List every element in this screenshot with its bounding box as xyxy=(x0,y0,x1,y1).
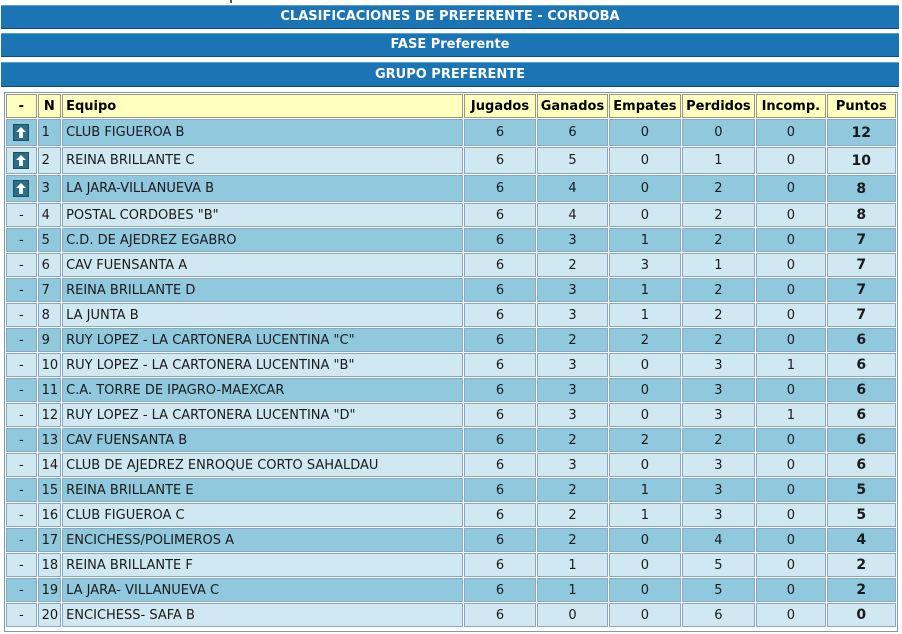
position-cell: 13 xyxy=(38,428,61,452)
table-row xyxy=(6,553,896,577)
lost-cell: 4 xyxy=(682,528,756,552)
team-name-cell: CAV FUENSANTA B xyxy=(62,428,463,452)
incomplete-cell: 0 xyxy=(756,453,825,477)
played-cell: 6 xyxy=(464,119,535,146)
team-name-cell: POSTAL CORDOBES "B" xyxy=(62,203,463,227)
won-cell: 2 xyxy=(537,428,608,452)
incomplete-cell: 0 xyxy=(756,553,825,577)
points-cell: 8 xyxy=(827,203,896,227)
table-row xyxy=(6,578,896,602)
up-arrow-icon xyxy=(13,152,29,169)
phase-title: FASE Preferente xyxy=(1,33,899,57)
won-cell: 4 xyxy=(537,203,608,227)
col-header-n: N xyxy=(38,94,61,118)
won-cell: 3 xyxy=(537,378,608,402)
mark-cell: - xyxy=(6,328,37,352)
points-cell: 5 xyxy=(827,503,896,527)
position-cell: 14 xyxy=(38,453,61,477)
won-cell: 3 xyxy=(537,353,608,377)
played-cell: 6 xyxy=(464,303,535,327)
won-cell: 1 xyxy=(537,578,608,602)
mark-cell xyxy=(6,119,37,146)
incomplete-cell: 0 xyxy=(756,278,825,302)
page-title: CLASIFICACIONES DE PREFERENTE - CORDOBA xyxy=(1,5,899,29)
won-cell: 2 xyxy=(537,328,608,352)
mark-cell: - xyxy=(6,553,37,577)
position-cell: 20 xyxy=(38,603,61,627)
played-cell: 6 xyxy=(464,228,535,252)
team-name-cell: ENCICHESS/POLIMEROS A xyxy=(62,528,463,552)
points-cell: 12 xyxy=(827,119,896,146)
col-header-team: Equipo xyxy=(62,94,463,118)
incomplete-cell: 0 xyxy=(756,228,825,252)
won-cell: 0 xyxy=(537,603,608,627)
incomplete-cell: 0 xyxy=(756,378,825,402)
played-cell: 6 xyxy=(464,203,535,227)
table-row xyxy=(6,303,896,327)
table-row xyxy=(6,119,896,146)
position-cell: 5 xyxy=(38,228,61,252)
standings-table xyxy=(5,93,897,628)
table-row xyxy=(6,228,896,252)
team-name-cell: LA JARA- VILLANUEVA C xyxy=(62,578,463,602)
position-cell: 17 xyxy=(38,528,61,552)
won-cell: 2 xyxy=(537,478,608,502)
drawn-cell: 0 xyxy=(609,553,680,577)
lost-cell: 2 xyxy=(682,278,756,302)
incomplete-cell: 0 xyxy=(756,603,825,627)
points-cell: 7 xyxy=(827,253,896,277)
played-cell: 6 xyxy=(464,503,535,527)
points-cell: 6 xyxy=(827,328,896,352)
lost-cell: 1 xyxy=(682,147,756,174)
incomplete-cell: 0 xyxy=(756,328,825,352)
played-cell: 6 xyxy=(464,528,535,552)
lost-cell: 2 xyxy=(682,428,756,452)
team-name-cell: C.A. TORRE DE IPAGRO-MAEXCAR xyxy=(62,378,463,402)
incomplete-cell: 1 xyxy=(756,403,825,427)
position-cell: 9 xyxy=(38,328,61,352)
drawn-cell: 1 xyxy=(609,503,680,527)
incomplete-cell: 0 xyxy=(756,175,825,202)
played-cell: 6 xyxy=(464,253,535,277)
incomplete-cell: 0 xyxy=(756,147,825,174)
position-cell: 16 xyxy=(38,503,61,527)
table-row xyxy=(6,603,896,627)
standings-table-container xyxy=(4,92,898,632)
drawn-cell: 0 xyxy=(609,603,680,627)
mark-cell: - xyxy=(6,453,37,477)
team-name-cell: LA JUNTA B xyxy=(62,303,463,327)
col-header-played: Jugados xyxy=(464,94,535,118)
position-cell: 19 xyxy=(38,578,61,602)
team-name-cell: CLUB FIGUEROA B xyxy=(62,119,463,146)
incomplete-cell: 0 xyxy=(756,478,825,502)
lost-cell: 3 xyxy=(682,403,756,427)
played-cell: 6 xyxy=(464,378,535,402)
drawn-cell: 0 xyxy=(609,147,680,174)
won-cell: 3 xyxy=(537,453,608,477)
position-cell: 4 xyxy=(38,203,61,227)
played-cell: 6 xyxy=(464,175,535,202)
position-cell: 1 xyxy=(38,119,61,146)
drawn-cell: 1 xyxy=(609,303,680,327)
position-cell: 10 xyxy=(38,353,61,377)
mark-cell: - xyxy=(6,278,37,302)
won-cell: 5 xyxy=(537,147,608,174)
mark-cell: - xyxy=(6,253,37,277)
drawn-cell: 0 xyxy=(609,528,680,552)
incomplete-cell: 0 xyxy=(756,428,825,452)
lost-cell: 3 xyxy=(682,478,756,502)
points-cell: 7 xyxy=(827,303,896,327)
lost-cell: 3 xyxy=(682,378,756,402)
lost-cell: 2 xyxy=(682,175,756,202)
points-cell: 4 xyxy=(827,528,896,552)
points-cell: 5 xyxy=(827,478,896,502)
played-cell: 6 xyxy=(464,578,535,602)
incomplete-cell: 0 xyxy=(756,203,825,227)
team-name-cell: RUY LOPEZ - LA CARTONERA LUCENTINA "B" xyxy=(62,353,463,377)
points-cell: 0 xyxy=(827,603,896,627)
points-cell: 8 xyxy=(827,175,896,202)
incomplete-cell: 0 xyxy=(756,528,825,552)
drawn-cell: 0 xyxy=(609,175,680,202)
team-name-cell: RUY LOPEZ - LA CARTONERA LUCENTINA "C" xyxy=(62,328,463,352)
mark-cell: - xyxy=(6,528,37,552)
mark-cell xyxy=(6,175,37,202)
lost-cell: 6 xyxy=(682,603,756,627)
col-header-points: Puntos xyxy=(827,94,896,118)
table-row xyxy=(6,528,896,552)
table-row xyxy=(6,478,896,502)
position-cell: 11 xyxy=(38,378,61,402)
drawn-cell: 0 xyxy=(609,403,680,427)
table-row xyxy=(6,503,896,527)
incomplete-cell: 0 xyxy=(756,503,825,527)
team-name-cell: CLUB FIGUEROA C xyxy=(62,503,463,527)
col-header-lost: Perdidos xyxy=(682,94,756,118)
mark-cell: - xyxy=(6,353,37,377)
position-cell: 3 xyxy=(38,175,61,202)
lost-cell: 3 xyxy=(682,353,756,377)
points-cell: 6 xyxy=(827,428,896,452)
incomplete-cell: 0 xyxy=(756,119,825,146)
mark-cell: - xyxy=(6,228,37,252)
mark-cell: - xyxy=(6,378,37,402)
table-row xyxy=(6,428,896,452)
mark-cell: - xyxy=(6,578,37,602)
drawn-cell: 0 xyxy=(609,578,680,602)
points-cell: 6 xyxy=(827,378,896,402)
lost-cell: 5 xyxy=(682,578,756,602)
position-cell: 6 xyxy=(38,253,61,277)
points-cell: 2 xyxy=(827,553,896,577)
lost-cell: 5 xyxy=(682,553,756,577)
mark-cell: - xyxy=(6,203,37,227)
incomplete-cell: 0 xyxy=(756,578,825,602)
table-row xyxy=(6,203,896,227)
position-cell: 8 xyxy=(38,303,61,327)
table-row xyxy=(6,278,896,302)
won-cell: 2 xyxy=(537,528,608,552)
mark-cell xyxy=(6,147,37,174)
team-name-cell: REINA BRILLANTE F xyxy=(62,553,463,577)
table-row xyxy=(6,453,896,477)
won-cell: 3 xyxy=(537,228,608,252)
drawn-cell: 1 xyxy=(609,478,680,502)
points-cell: 6 xyxy=(827,453,896,477)
played-cell: 6 xyxy=(464,278,535,302)
drawn-cell: 0 xyxy=(609,353,680,377)
col-header-mark: - xyxy=(6,94,37,118)
position-cell: 12 xyxy=(38,403,61,427)
mark-cell: - xyxy=(6,303,37,327)
won-cell: 4 xyxy=(537,175,608,202)
team-name-cell: REINA BRILLANTE D xyxy=(62,278,463,302)
lost-cell: 1 xyxy=(682,253,756,277)
col-header-drawn: Empates xyxy=(609,94,680,118)
table-row xyxy=(6,328,896,352)
points-cell: 6 xyxy=(827,353,896,377)
played-cell: 6 xyxy=(464,603,535,627)
mark-cell: - xyxy=(6,478,37,502)
table-row xyxy=(6,353,896,377)
drawn-cell: 0 xyxy=(609,378,680,402)
incomplete-cell: 1 xyxy=(756,353,825,377)
played-cell: 6 xyxy=(464,478,535,502)
table-row xyxy=(6,253,896,277)
drawn-cell: 0 xyxy=(609,203,680,227)
played-cell: 6 xyxy=(464,553,535,577)
lost-cell: 0 xyxy=(682,119,756,146)
won-cell: 6 xyxy=(537,119,608,146)
team-name-cell: C.D. DE AJEDREZ EGABRO xyxy=(62,228,463,252)
drawn-cell: 3 xyxy=(609,253,680,277)
lost-cell: 2 xyxy=(682,203,756,227)
team-name-cell: ENCICHESS- SAFA B xyxy=(62,603,463,627)
table-row xyxy=(6,403,896,427)
mark-cell: - xyxy=(6,503,37,527)
position-cell: 2 xyxy=(38,147,61,174)
position-cell: 15 xyxy=(38,478,61,502)
played-cell: 6 xyxy=(464,328,535,352)
position-cell: 7 xyxy=(38,278,61,302)
points-cell: 6 xyxy=(827,403,896,427)
drawn-cell: 1 xyxy=(609,228,680,252)
group-title: GRUPO PREFERENTE xyxy=(1,62,899,87)
drawn-cell: 0 xyxy=(609,119,680,146)
team-name-cell: CAV FUENSANTA A xyxy=(62,253,463,277)
incomplete-cell: 0 xyxy=(756,253,825,277)
drawn-cell: 1 xyxy=(609,278,680,302)
mark-cell: - xyxy=(6,603,37,627)
up-arrow-icon xyxy=(13,180,29,197)
top-edge-mark xyxy=(230,0,232,3)
points-cell: 10 xyxy=(827,147,896,174)
played-cell: 6 xyxy=(464,453,535,477)
points-cell: 7 xyxy=(827,228,896,252)
col-header-incomplete: Incomp. xyxy=(756,94,825,118)
lost-cell: 2 xyxy=(682,228,756,252)
won-cell: 2 xyxy=(537,253,608,277)
mark-cell: - xyxy=(6,428,37,452)
won-cell: 3 xyxy=(537,278,608,302)
points-cell: 7 xyxy=(827,278,896,302)
played-cell: 6 xyxy=(464,428,535,452)
drawn-cell: 2 xyxy=(609,428,680,452)
points-cell: 2 xyxy=(827,578,896,602)
team-name-cell: CLUB DE AJEDREZ ENROQUE CORTO SAHALDAU xyxy=(62,453,463,477)
mark-cell: - xyxy=(6,403,37,427)
incomplete-cell: 0 xyxy=(756,303,825,327)
col-header-won: Ganados xyxy=(537,94,608,118)
team-name-cell: LA JARA-VILLANUEVA B xyxy=(62,175,463,202)
won-cell: 3 xyxy=(537,303,608,327)
played-cell: 6 xyxy=(464,147,535,174)
up-arrow-icon xyxy=(13,124,29,141)
team-name-cell: REINA BRILLANTE E xyxy=(62,478,463,502)
lost-cell: 2 xyxy=(682,303,756,327)
table-row xyxy=(6,378,896,402)
team-name-cell: REINA BRILLANTE C xyxy=(62,147,463,174)
header-row xyxy=(6,94,896,118)
won-cell: 1 xyxy=(537,553,608,577)
drawn-cell: 2 xyxy=(609,328,680,352)
lost-cell: 3 xyxy=(682,503,756,527)
won-cell: 3 xyxy=(537,403,608,427)
played-cell: 6 xyxy=(464,403,535,427)
table-row xyxy=(6,147,896,174)
lost-cell: 2 xyxy=(682,328,756,352)
position-cell: 18 xyxy=(38,553,61,577)
played-cell: 6 xyxy=(464,353,535,377)
lost-cell: 3 xyxy=(682,453,756,477)
won-cell: 2 xyxy=(537,503,608,527)
table-row xyxy=(6,175,896,202)
team-name-cell: RUY LOPEZ - LA CARTONERA LUCENTINA "D" xyxy=(62,403,463,427)
drawn-cell: 0 xyxy=(609,453,680,477)
